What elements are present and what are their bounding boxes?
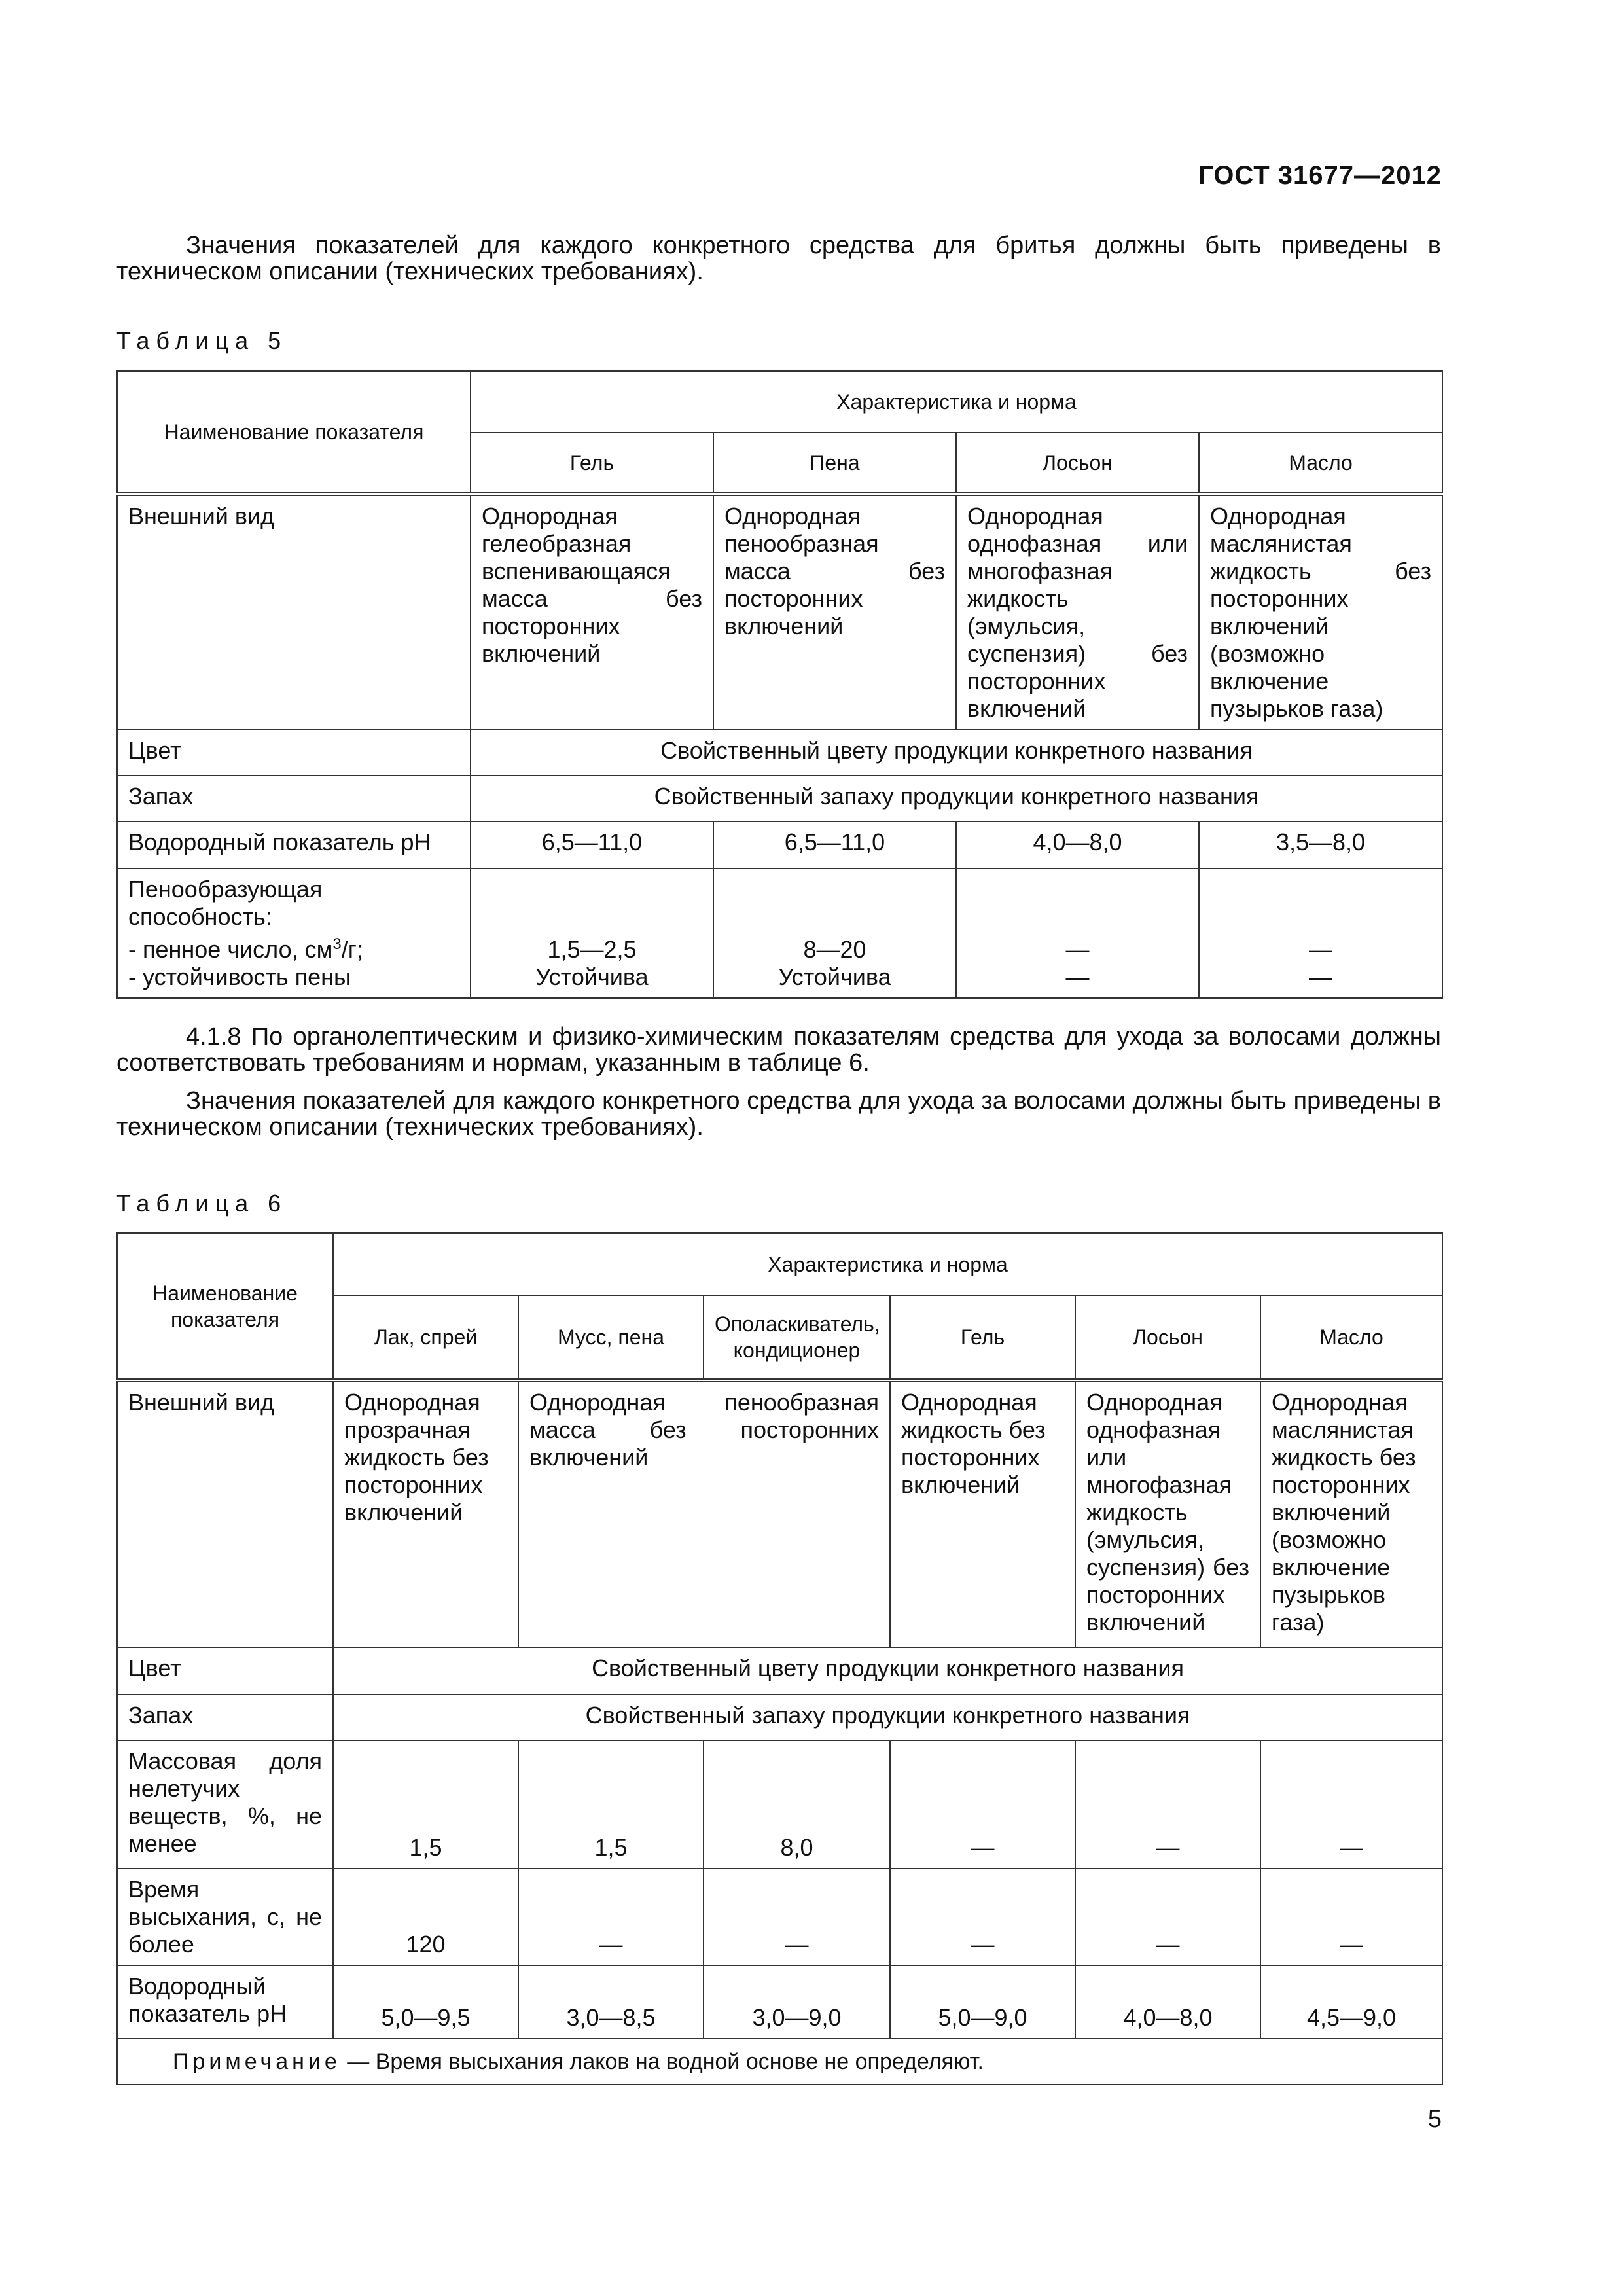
table-cell: Однородная маслянистая жидкость без посторонних включений (возможно включение пузырьков газа) xyxy=(1260,1380,1442,1647)
table5-label: Таблица 5 xyxy=(116,327,288,354)
table-cell: 5,0—9,0 xyxy=(890,1965,1075,2039)
table6-row-color xyxy=(117,1647,1442,1695)
row-label xyxy=(117,869,471,998)
table6-col-lacquer: Лак, спрей xyxy=(333,1295,518,1380)
table6-row-appearance xyxy=(117,1380,1442,1647)
row-label: Массовая доля нелетучих веществ, %, не менее xyxy=(117,1740,333,1869)
table-cell: Однородная прозрачная жидкость без посторонних включений xyxy=(333,1380,518,1647)
table-cell: 1,5 xyxy=(518,1740,704,1869)
table-cell: Свойственный цвету продукции конкретного названия xyxy=(333,1647,1442,1695)
table5-col-oil: Масло xyxy=(1199,433,1442,494)
table6-row-ph xyxy=(117,1965,1442,2039)
table-cell: Однородная пенообразная масса без посторонних включений xyxy=(518,1380,890,1647)
section-paragraph-2: Значения показателей для каждого конкретного средства для ухода за волосами должны быть приведены в техническом описании (технических требованиях). xyxy=(116,1087,1441,1141)
foam-sub1: - пенное число, $см^3/г$; xyxy=(128,935,363,963)
table5-col-lotion: Лосьон xyxy=(956,433,1199,494)
table-cell: Однородная жидкость без посторонних включений xyxy=(890,1380,1075,1647)
table-cell: 3,0—9,0 xyxy=(704,1965,890,2039)
table-cell: 6,5—11,0 xyxy=(713,821,956,869)
table6-col-conditioner: Ополаскиватель, кондиционер xyxy=(704,1295,890,1380)
row-label: Водородный показатель pH xyxy=(117,821,471,869)
table5-col-foam: Пена xyxy=(713,433,956,494)
table6-row-smell xyxy=(117,1695,1442,1740)
table-5 xyxy=(116,370,1443,999)
table6-label: Таблица 6 xyxy=(116,1190,288,1217)
table-cell: 4,0—8,0 xyxy=(1075,1965,1260,2039)
intro-paragraph: Значения показателей для каждого конкретного средства для бритья должны быть приведены в техническом описании (технических требованиях). xyxy=(116,232,1441,285)
table-6 xyxy=(116,1232,1443,2085)
table5-header-group: Характеристика и норма xyxy=(471,371,1442,433)
row-label: Цвет xyxy=(117,730,471,776)
table-cell: — xyxy=(890,1869,1075,1965)
table-cell: 1,5—2,5 Устойчива xyxy=(471,869,713,998)
table5-row-appearance xyxy=(117,494,1442,730)
table5-header-name: Наименование показателя xyxy=(117,371,471,494)
table-cell: — xyxy=(1075,1869,1260,1965)
document-code: ГОСТ 31677—2012 xyxy=(1198,161,1442,190)
table-cell: — xyxy=(704,1869,890,1965)
section-4-1-8: 4.1.8 По органолептическим и физико-химическим показателям средства для ухода за волосами должны соответствовать требованиям и нормам, указанным в таблице 6. xyxy=(116,1023,1441,1077)
table-cell: — xyxy=(518,1869,704,1965)
table-cell: 8,0 xyxy=(704,1740,890,1869)
table-cell: — — xyxy=(956,869,1199,998)
table5-col-gel: Гель xyxy=(471,433,713,494)
table6-header-group: Характеристика и норма xyxy=(333,1233,1442,1295)
table6-row-drying xyxy=(117,1869,1442,1965)
table-cell: — — xyxy=(1199,869,1442,998)
table-cell: Однородная гелеобразная вспенивающаяся масса без посторонних включений xyxy=(471,494,713,730)
table-cell: Свойственный цвету продукции конкретного названия xyxy=(471,730,1442,776)
table-cell: 4,0—8,0 xyxy=(956,821,1199,869)
table-cell: — xyxy=(1075,1740,1260,1869)
table5-row-foaming xyxy=(117,869,1442,998)
table-cell: 3,5—8,0 xyxy=(1199,821,1442,869)
table-cell: Однородная однофазная или многофазная жидкость (эмульсия, суспензия) без посторонних включений xyxy=(1075,1380,1260,1647)
table-cell: 120 xyxy=(333,1869,518,1965)
table5-row-ph xyxy=(117,821,1442,869)
foam-label: Пенообразующая способность: xyxy=(128,876,323,930)
row-label: Время высыхания, с, не более xyxy=(117,1869,333,1965)
table-cell: 1,5 xyxy=(333,1740,518,1869)
table5-row-smell xyxy=(117,776,1442,821)
table6-col-oil: Масло xyxy=(1260,1295,1442,1380)
row-label: Цвет xyxy=(117,1647,333,1695)
table-cell: Однородная маслянистая жидкость без посторонних включений (возможно включение пузырьков газа) xyxy=(1199,494,1442,730)
table-cell: Свойственный запаху продукции конкретного названия xyxy=(471,776,1442,821)
table-cell: 8—20 Устойчива xyxy=(713,869,956,998)
table-cell: 3,0—8,5 xyxy=(518,1965,704,2039)
table-cell: 6,5—11,0 xyxy=(471,821,713,869)
table5-row-color xyxy=(117,730,1442,776)
table-cell: — xyxy=(1260,1740,1442,1869)
table-cell: — xyxy=(1260,1869,1442,1965)
row-label: Водородный показатель pH xyxy=(117,1965,333,2039)
page-number: 5 xyxy=(1427,2106,1442,2133)
row-label: Внешний вид xyxy=(117,494,471,730)
table6-col-mousse: Мусс, пена xyxy=(518,1295,704,1380)
table6-header-name: Наименование показателя xyxy=(117,1233,333,1380)
table6-row-mass xyxy=(117,1740,1442,1869)
row-label: Запах xyxy=(117,776,471,821)
table-cell: Однородная однофазная или многофазная жидкость (эмульсия, суспензия) без посторонних включений xyxy=(956,494,1199,730)
table-cell: Однородная пенообразная масса без посторонних включений xyxy=(713,494,956,730)
table-cell: 5,0—9,5 xyxy=(333,1965,518,2039)
row-label: Внешний вид xyxy=(117,1380,333,1647)
table-cell: 4,5—9,0 xyxy=(1260,1965,1442,2039)
table-cell: Свойственный запаху продукции конкретного названия xyxy=(333,1695,1442,1740)
table6-col-lotion: Лосьон xyxy=(1075,1295,1260,1380)
table6-row-note xyxy=(117,2039,1442,2085)
row-label: Запах xyxy=(117,1695,333,1740)
table-note: Примечание — Время высыхания лаков на водной основе не определяют. xyxy=(117,2039,1442,2085)
table-cell: — xyxy=(890,1740,1075,1869)
foam-sub2: - устойчивость пены xyxy=(128,963,351,990)
table6-col-gel: Гель xyxy=(890,1295,1075,1380)
